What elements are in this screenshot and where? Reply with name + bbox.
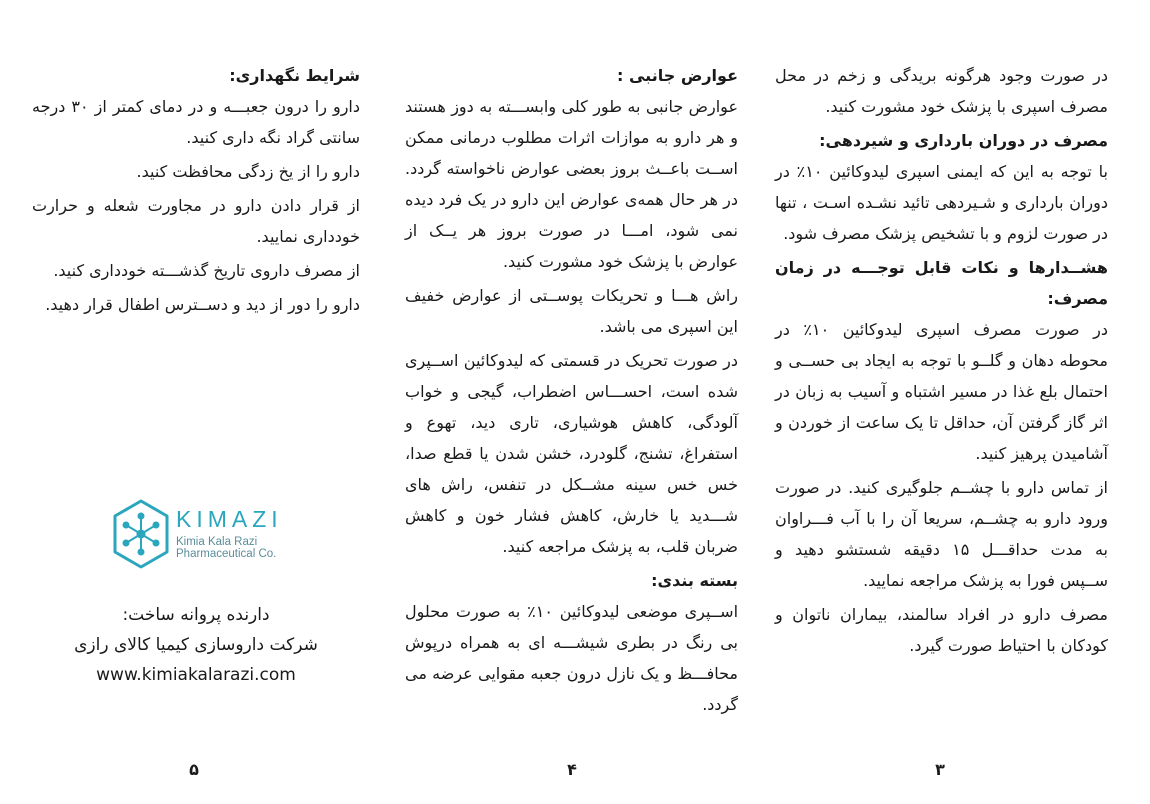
side-effects-heading: عوارض جانبی : xyxy=(617,66,738,85)
logo-subtitle-line2: Pharmaceutical Co. xyxy=(176,548,277,560)
manufacturer-info xyxy=(32,600,360,690)
page-4-column xyxy=(405,60,738,723)
page-3-column xyxy=(775,60,1108,664)
warning-eye-contact: از تماس دارو با چشــم جلوگیری کنید. در صورت ورود دارو به چشــم، سریعا آن را با آب فـــراوان به مدت حداقـــل ۱۵ دقیقه شستشو دهید و ســپس فورا به پزشک مراجعه نمایید. xyxy=(775,478,1108,590)
storage-freezing: دارو را از یخ زدگی محافظت کنید. xyxy=(136,162,360,181)
packaging-heading: بسته بندی: xyxy=(651,571,738,590)
storage-temperature: دارو را درون جعبـــه و در دمای کمتر از ۳۰ درجه سانتی گراد نگه داری کنید. xyxy=(32,97,360,147)
side-effects-general: عوارض جانبی به طور کلی وابســـته به دوز هستند و هر دارو به موازات اثرات مطلوب درمانی ممکن اســت باعــث بروز بعضی عوارض ناخواسته گردد. در هر حال همه‌ی عوارض این دارو در یک فرد دیده نمی شود، امـــا در صورت بروز هر یــک از عوارض با پزشک خود مشورت کنید. xyxy=(405,97,738,271)
side-effects-skin: راش هـــا و تحریکات پوســتی از عوارض خفیف این اسپری می باشد. xyxy=(405,286,738,336)
side-effects-serious: در صورت تحریک در قسمتی که لیدوکائین اســپری شده است، احســـاس اضطراب، گیجی و خواب آلودگی، کاهش هوشیاری، تاری دید، تهوع و استفراغ، تشنج، گلودرد، خشن شدن یا قطع صدا، خس خس سینه مشــکل در تنفس، راش های شـــدید یا خارش، کاهش فشار خون و کاهش ضربان قلب، به پزشک مراجعه کنید. xyxy=(405,351,738,556)
pregnancy-heading: مصرف در دوران بارداری و شیردهی: xyxy=(819,131,1108,150)
cut-wound-warning: در صورت وجود هرگونه بریدگی و زخم در محل مصرف اسپری با پزشک خود مشورت کنید. xyxy=(775,66,1108,116)
logo-brand-name: KIMAZI xyxy=(176,506,283,532)
company-name: شرکت داروسازی کیمیا کالای رازی xyxy=(74,635,318,655)
storage-expired: از مصرف داروی تاریخ گذشـــته خودداری کنید. xyxy=(53,261,360,280)
license-holder-label: دارنده پروانه ساخت: xyxy=(122,605,270,625)
logo-subtitle xyxy=(176,536,276,560)
page-5-column xyxy=(32,60,360,323)
warning-elderly: مصرف دارو در افراد سالمند، بیماران ناتوان و کودکان با احتیاط صورت گیرد. xyxy=(775,605,1108,655)
warning-mouth-throat: در صورت مصرف اسپری لیدوکائین ۱۰٪ در محوطه دهان و گلــو با توجه به ایجاد بی حســی و احتمال بلع غذا در مسیر اشتباه و آسیب به زبان در اثر گاز گرفتن آن، حداقل تا یک ساعت از خوردن و آشامیدن پرهیز کنید. xyxy=(775,320,1109,463)
company-logo xyxy=(110,498,300,570)
warnings-heading: هشــدارها و نکات قابل توجـــه در زمان مصرف: xyxy=(775,258,1108,308)
storage-heading: شرایط نگهداری: xyxy=(229,66,360,85)
page-number-4: ۴ xyxy=(567,760,577,779)
packaging-text: اســپری موضعی لیدوکائین ۱۰٪ به صورت محلول بی رنگ در بطری شیشـــه ای به همراه درپوش محافـــظ و یک نازل درون جعبه مقوایی عرضه می گردد. xyxy=(405,602,739,714)
page-number-5: ۵ xyxy=(189,760,199,779)
storage-children: دارو را دور از دید و دســترس اطفال قرار دهید. xyxy=(45,295,360,314)
logo-subtitle-line1: Kimia Kala Razi xyxy=(176,536,258,548)
storage-heat: از قرار دادن دارو در مجاورت شعله و حرارت خودداری نمایید. xyxy=(32,196,360,246)
company-website: www.kimiakalarazi.com xyxy=(96,665,296,685)
pregnancy-text: با توجه به این که ایمنی اسپری لیدوکائین ۱۰٪ در دوران بارداری و شـیردهی تائید نشـده اسـت ، تنها در صورت لزوم و با تشخیص پزشک مصرف شود. xyxy=(775,162,1109,243)
molecule-hexagon-icon xyxy=(110,498,172,570)
page-number-3: ۳ xyxy=(935,760,945,779)
